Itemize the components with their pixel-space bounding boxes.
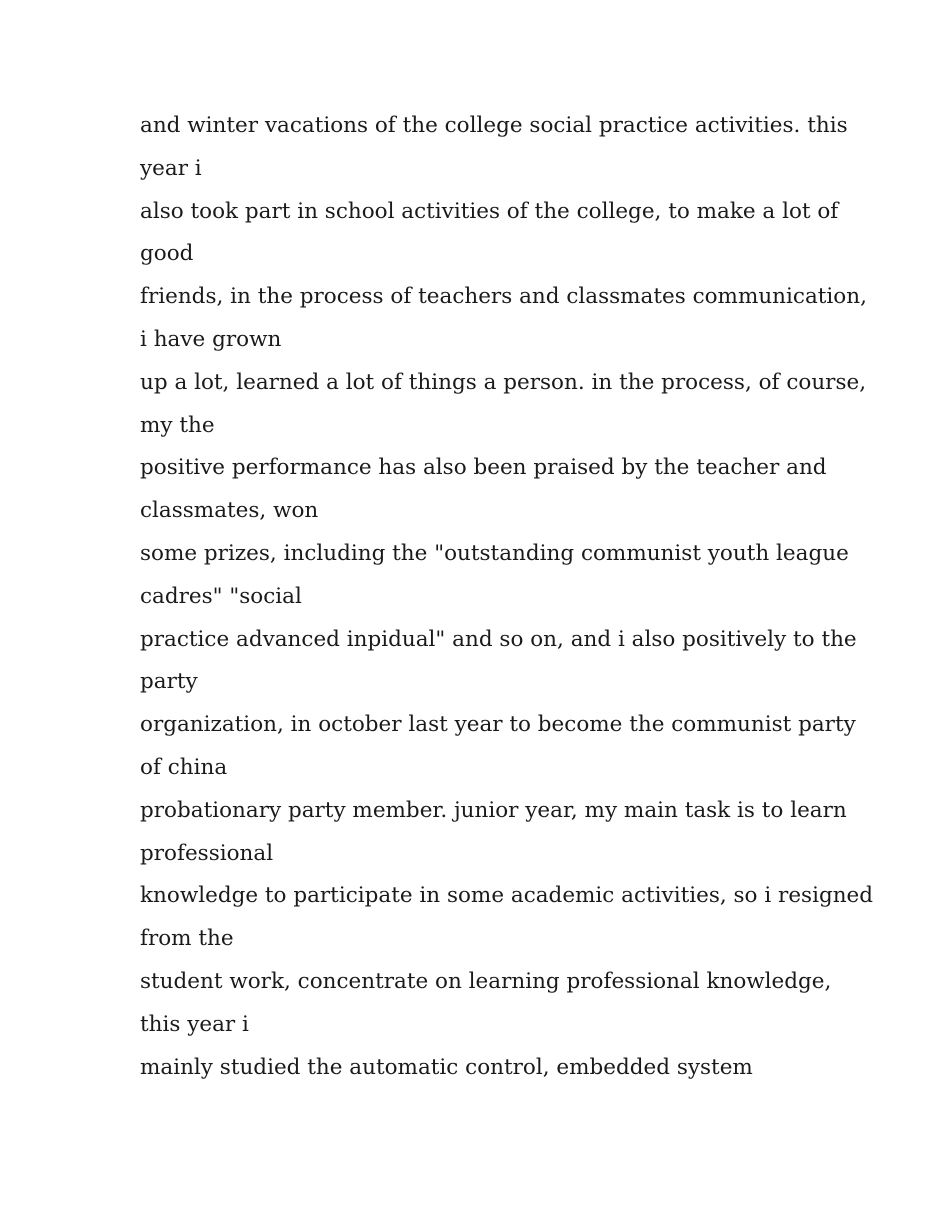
text-line: probationary party member. junior year, my main task is to learn [140,797,847,823]
text-line: practice advanced inpidual" and so on, and i also positively to the [140,626,857,652]
text-line: positive performance has also been praised by the teacher and [140,455,827,481]
text-line: i have grown [140,326,282,352]
text-line: organization, in october last year to become the communist party [140,712,856,738]
text-line: student work, concentrate on learning professional knowledge, [140,968,832,994]
text-line: party [140,669,198,695]
text-line: knowledge to participate in some academic activities, so i resigned [140,883,874,909]
text-line: and winter vacations of the college social practice activities. this [140,113,848,138]
text-line: cadres" "social [140,583,302,609]
text-line: professional [140,840,274,866]
body-text [140,105,874,1089]
text-line: good [140,241,194,267]
text-line: this year i [140,1011,249,1037]
text-line: year i [140,155,202,181]
text-line: some prizes, including the "outstanding communist youth league [140,540,849,566]
text-line: also took part in school activities of the college, to make a lot of [140,198,839,224]
text-line: of china [140,754,228,780]
text-line: mainly studied the automatic control, embedded system [140,1054,753,1080]
text-line: from the [140,926,234,952]
text-line: my the [140,412,215,438]
text-line: up a lot, learned a lot of things a person. in the process, of course, [140,369,867,395]
text-line: classmates, won [140,498,319,524]
text-line: friends, in the process of teachers and classmates communication, [140,284,867,310]
